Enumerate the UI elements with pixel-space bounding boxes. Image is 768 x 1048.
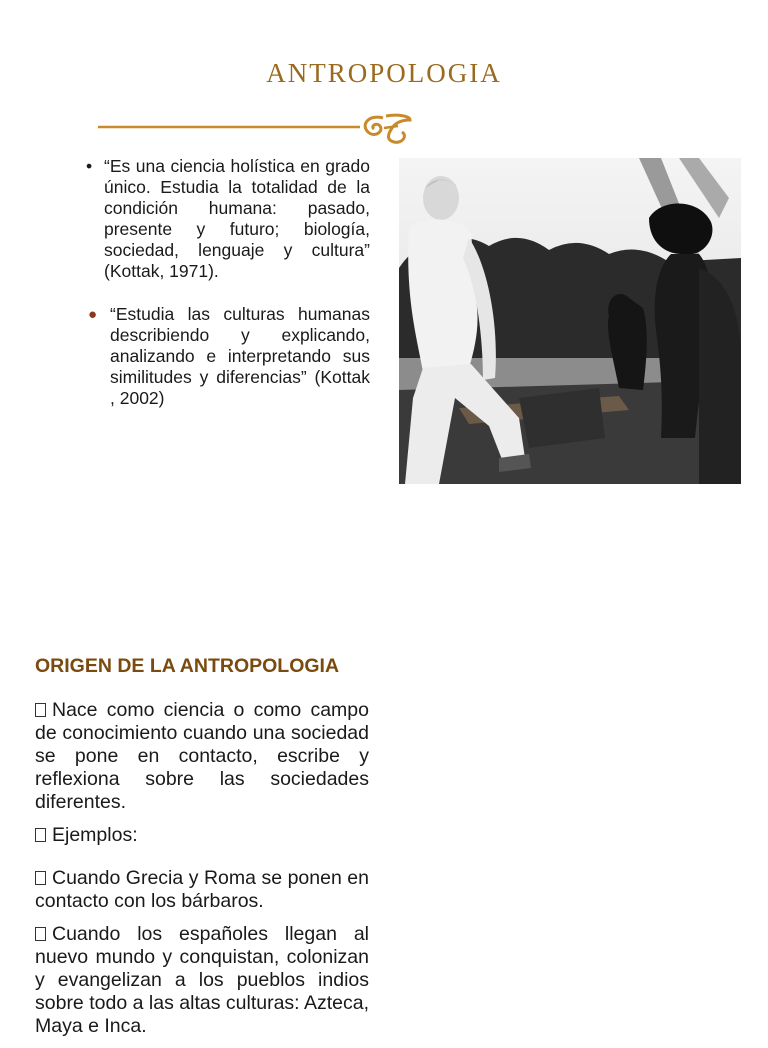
bullet-marker: ● xyxy=(88,306,98,323)
flourish-ornament-icon xyxy=(98,110,418,146)
definition-text: “Estudia las culturas humanas describiendo y explicando, analizando e interpretando sus similitudes y diferencias” (Kottak , 2002) xyxy=(110,304,370,408)
list-item xyxy=(84,304,370,409)
bullet-marker: • xyxy=(86,156,93,176)
paragraph: Ejemplos: xyxy=(35,824,369,847)
list-item xyxy=(84,156,370,282)
definition-list xyxy=(84,156,370,409)
missing-glyph-box-icon xyxy=(35,703,46,717)
anthropologist-photo xyxy=(399,158,741,484)
section-body xyxy=(35,699,369,1048)
paragraph: Cuando los españoles llegan al nuevo mundo y conquistan, colonizan y evangelizan a los pueblos indios sobre todo a las altas culturas: Azteca, Maya e Inca. xyxy=(35,923,369,1037)
missing-glyph-box-icon xyxy=(35,927,46,941)
paragraph: Nace como ciencia o como campo de conocimiento cuando una sociedad se pone en contacto, escribe y reflexiona sobre las sociedades diferentes. xyxy=(35,699,369,813)
definition-text: “Es una ciencia holística en grado único. Estudia la totalidad de la condición humana: pasado, presente y futuro; biología, sociedad, lenguaje y cultura” (Kottak, 1971). xyxy=(104,156,370,281)
missing-glyph-box-icon xyxy=(35,828,46,842)
page-title: ANTROPOLOGIA xyxy=(266,58,502,88)
missing-glyph-box-icon xyxy=(35,871,46,885)
section-title: ORIGEN DE LA ANTROPOLOGIA xyxy=(35,655,340,677)
paragraph: Cuando Grecia y Roma se ponen en contacto con los bárbaros. xyxy=(35,867,369,912)
